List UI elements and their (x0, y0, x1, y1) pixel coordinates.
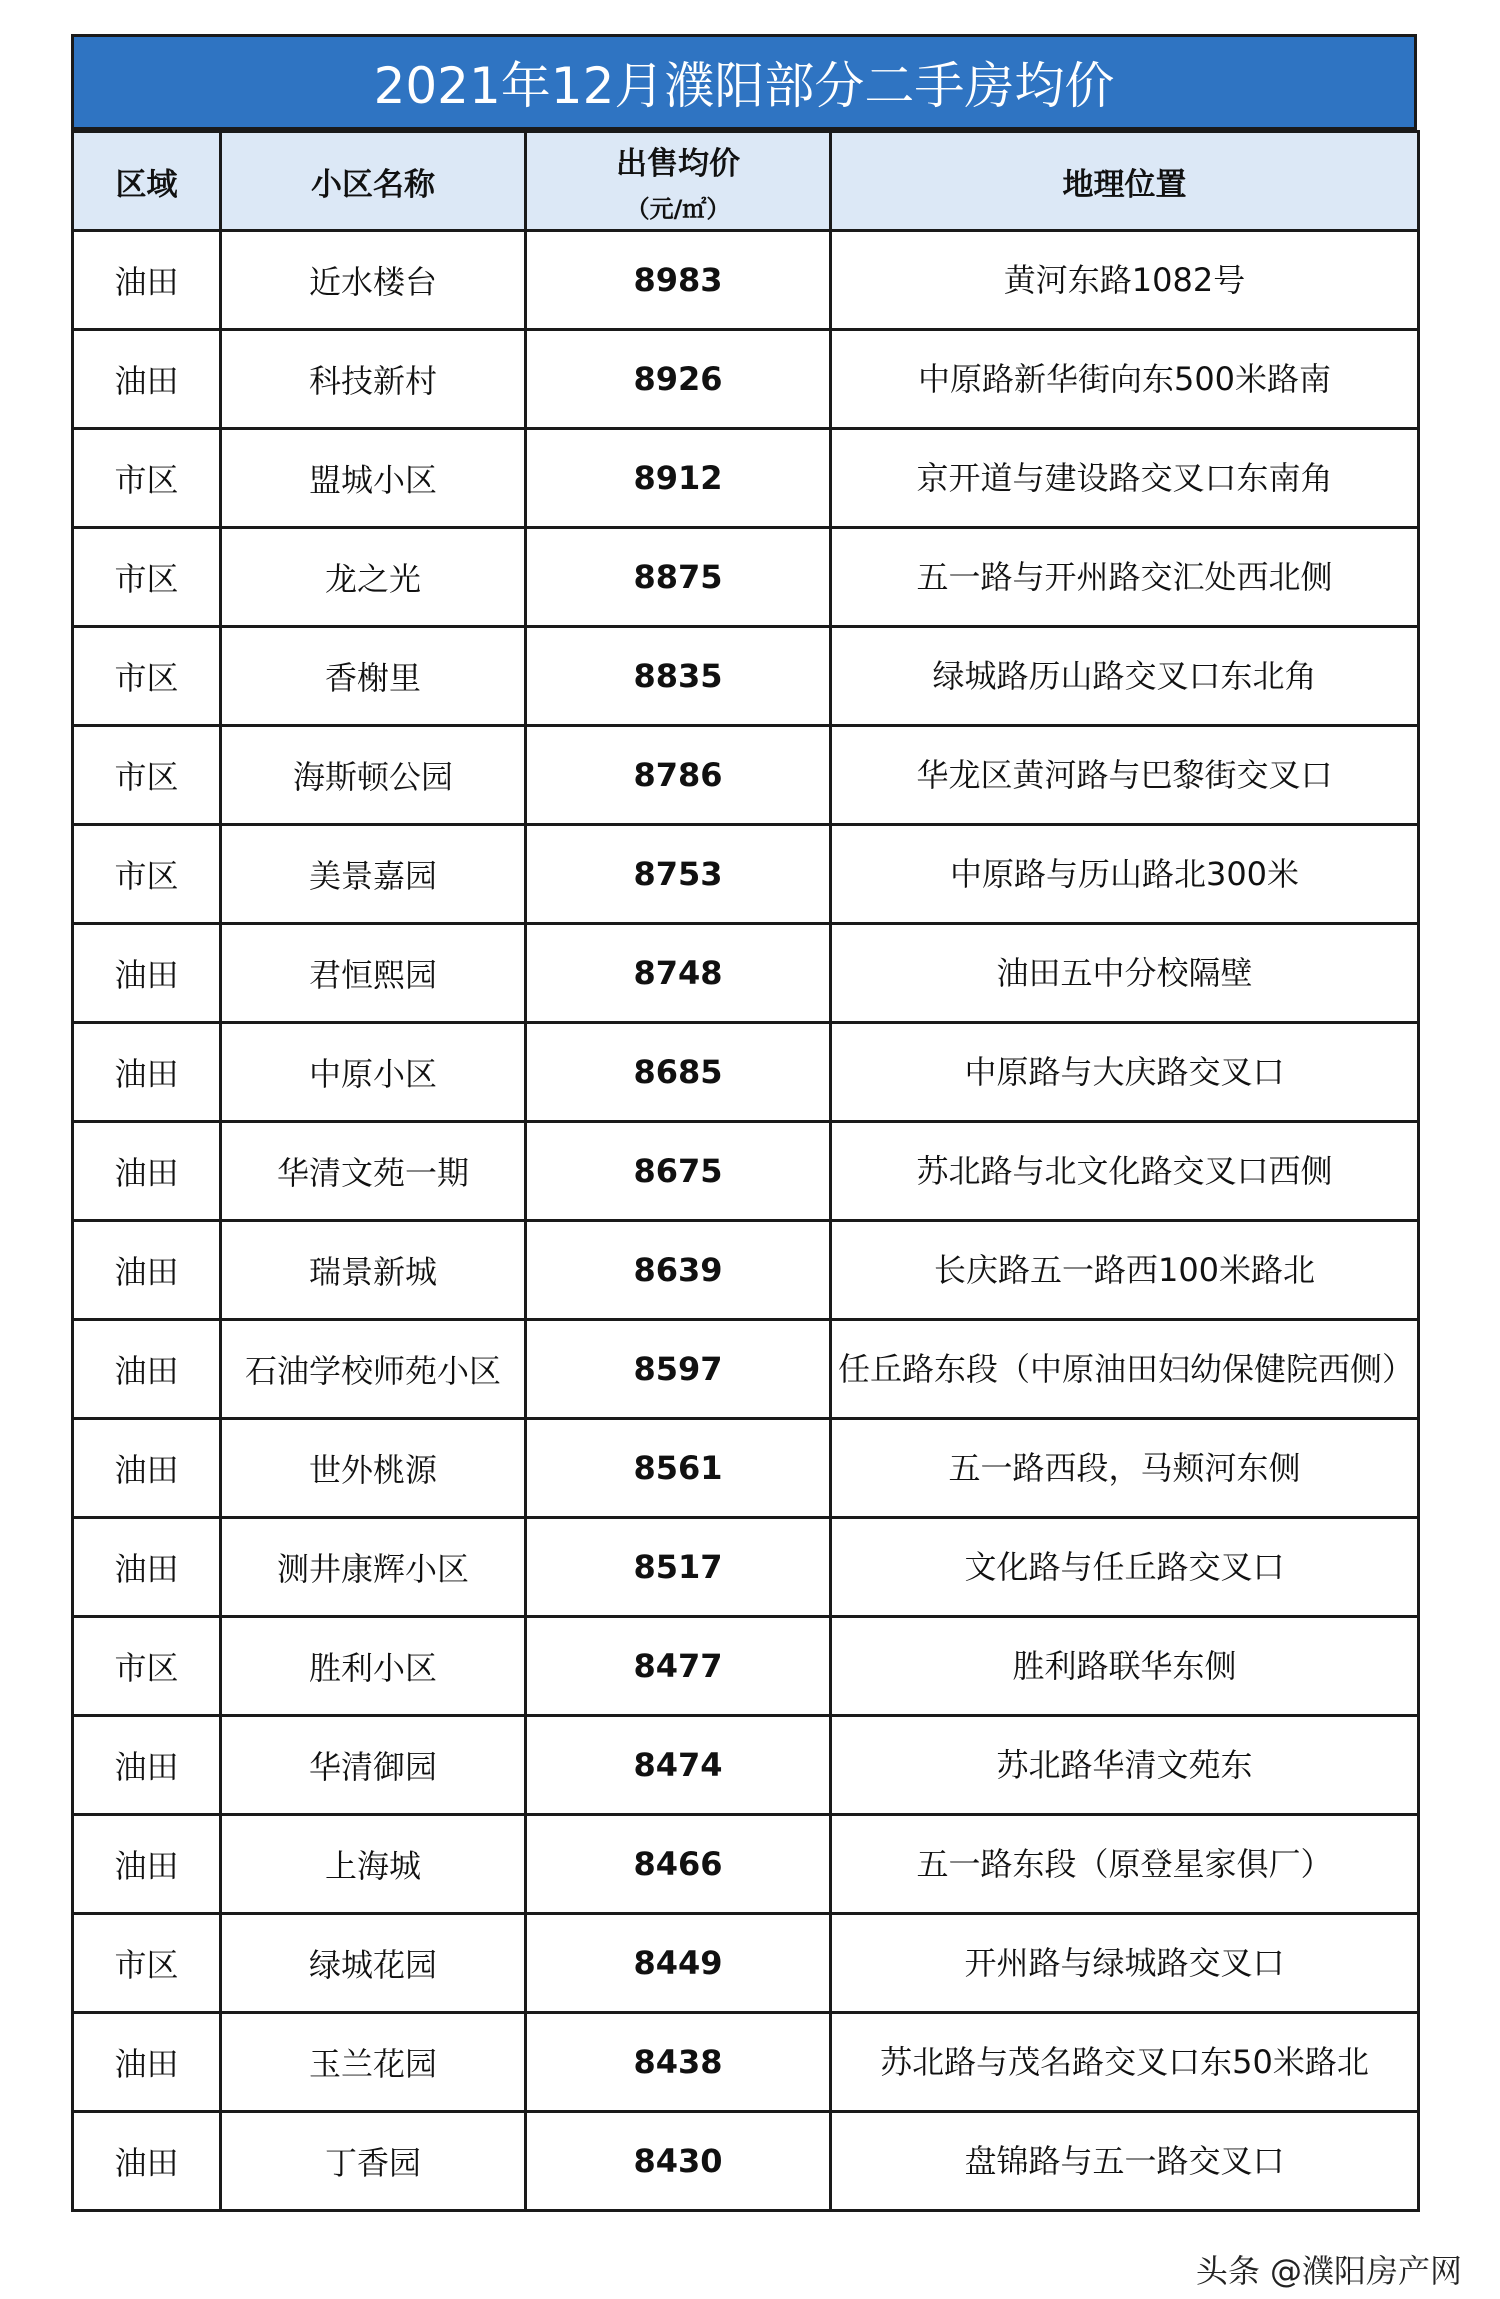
cell-name: 龙之光 (221, 528, 526, 627)
header-location: 地理位置 (831, 132, 1419, 231)
table-row (73, 924, 1419, 1023)
cell-location: 绿城路历山路交叉口东北角 (831, 627, 1419, 726)
cell-region: 油田 (73, 1122, 221, 1221)
cell-region: 市区 (73, 429, 221, 528)
header-price (526, 132, 831, 231)
cell-name: 华清文苑一期 (221, 1122, 526, 1221)
table-row (73, 1914, 1419, 2013)
table-row (73, 1716, 1419, 1815)
cell-region: 油田 (73, 2013, 221, 2112)
table-row (73, 627, 1419, 726)
table-row (73, 2013, 1419, 2112)
price-table (71, 130, 1420, 2212)
cell-price: 8983 (526, 231, 831, 330)
cell-price: 8675 (526, 1122, 831, 1221)
cell-name: 绿城花园 (221, 1914, 526, 2013)
cell-price: 8835 (526, 627, 831, 726)
cell-price: 8430 (526, 2112, 831, 2211)
cell-location: 苏北路与北文化路交叉口西侧 (831, 1122, 1419, 1221)
cell-region: 市区 (73, 825, 221, 924)
cell-price: 8466 (526, 1815, 831, 1914)
cell-location: 任丘路东段（中原油田妇幼保健院西侧） (831, 1320, 1419, 1419)
cell-location: 京开道与建设路交叉口东南角 (831, 429, 1419, 528)
cell-name: 君恒熙园 (221, 924, 526, 1023)
cell-region: 油田 (73, 1419, 221, 1518)
table-row (73, 1419, 1419, 1518)
cell-location: 长庆路五一路西100米路北 (831, 1221, 1419, 1320)
cell-price: 8786 (526, 726, 831, 825)
header-region: 区域 (73, 132, 221, 231)
cell-name: 华清御园 (221, 1716, 526, 1815)
cell-location: 五一路东段（原登星家俱厂） (831, 1815, 1419, 1914)
cell-location: 胜利路联华东侧 (831, 1617, 1419, 1716)
cell-name: 美景嘉园 (221, 825, 526, 924)
table-row (73, 1221, 1419, 1320)
cell-price: 8449 (526, 1914, 831, 2013)
cell-price: 8597 (526, 1320, 831, 1419)
table-row (73, 726, 1419, 825)
cell-location: 中原路与历山路北300米 (831, 825, 1419, 924)
cell-price: 8912 (526, 429, 831, 528)
cell-region: 市区 (73, 726, 221, 825)
header-price-label: 出售均价 (616, 146, 740, 182)
cell-name: 盟城小区 (221, 429, 526, 528)
cell-name: 丁香园 (221, 2112, 526, 2211)
cell-name: 科技新村 (221, 330, 526, 429)
table-row (73, 1518, 1419, 1617)
table-row (73, 528, 1419, 627)
cell-name: 上海城 (221, 1815, 526, 1914)
cell-region: 油田 (73, 1815, 221, 1914)
cell-price: 8561 (526, 1419, 831, 1518)
cell-price: 8875 (526, 528, 831, 627)
cell-name: 石油学校师苑小区 (221, 1320, 526, 1419)
table-row (73, 1815, 1419, 1914)
table-row (73, 330, 1419, 429)
cell-name: 瑞景新城 (221, 1221, 526, 1320)
cell-price: 8748 (526, 924, 831, 1023)
cell-region: 油田 (73, 1518, 221, 1617)
cell-region: 油田 (73, 1320, 221, 1419)
price-sheet (71, 34, 1417, 2212)
cell-region: 油田 (73, 1023, 221, 1122)
header-name: 小区名称 (221, 132, 526, 231)
table-title: 2021年12月濮阳部分二手房均价 (71, 34, 1417, 130)
table-row (73, 825, 1419, 924)
cell-location: 华龙区黄河路与巴黎街交叉口 (831, 726, 1419, 825)
cell-location: 油田五中分校隔壁 (831, 924, 1419, 1023)
cell-location: 中原路新华街向东500米路南 (831, 330, 1419, 429)
watermark-text: 头条 @濮阳房产网 (1195, 2252, 1462, 2290)
cell-location: 苏北路华清文苑东 (831, 1716, 1419, 1815)
cell-location: 开州路与绿城路交叉口 (831, 1914, 1419, 2013)
table-row (73, 231, 1419, 330)
cell-region: 油田 (73, 330, 221, 429)
cell-price: 8926 (526, 330, 831, 429)
cell-location: 文化路与任丘路交叉口 (831, 1518, 1419, 1617)
cell-location: 苏北路与茂名路交叉口东50米路北 (831, 2013, 1419, 2112)
cell-name: 胜利小区 (221, 1617, 526, 1716)
cell-region: 油田 (73, 1221, 221, 1320)
cell-price: 8517 (526, 1518, 831, 1617)
table-body (73, 231, 1419, 2211)
cell-region: 油田 (73, 2112, 221, 2211)
cell-name: 海斯顿公园 (221, 726, 526, 825)
table-row (73, 1023, 1419, 1122)
cell-name: 测井康辉小区 (221, 1518, 526, 1617)
cell-region: 市区 (73, 1914, 221, 2013)
cell-location: 五一路与开州路交汇处西北侧 (831, 528, 1419, 627)
table-row (73, 1617, 1419, 1716)
table-row (73, 1320, 1419, 1419)
cell-price: 8685 (526, 1023, 831, 1122)
cell-location: 黄河东路1082号 (831, 231, 1419, 330)
table-header (73, 132, 1419, 231)
header-price-unit: （元/㎡） (625, 195, 731, 223)
cell-region: 油田 (73, 924, 221, 1023)
cell-region: 市区 (73, 627, 221, 726)
cell-name: 香榭里 (221, 627, 526, 726)
cell-region: 市区 (73, 1617, 221, 1716)
cell-name: 中原小区 (221, 1023, 526, 1122)
cell-location: 五一路西段，马颊河东侧 (831, 1419, 1419, 1518)
cell-price: 8639 (526, 1221, 831, 1320)
cell-name: 世外桃源 (221, 1419, 526, 1518)
cell-price: 8753 (526, 825, 831, 924)
cell-name: 玉兰花园 (221, 2013, 526, 2112)
cell-region: 市区 (73, 528, 221, 627)
cell-price: 8474 (526, 1716, 831, 1815)
header-row (73, 132, 1419, 231)
cell-location: 中原路与大庆路交叉口 (831, 1023, 1419, 1122)
table-row (73, 429, 1419, 528)
table-row (73, 2112, 1419, 2211)
table-row (73, 1122, 1419, 1221)
cell-price: 8477 (526, 1617, 831, 1716)
cell-region: 油田 (73, 1716, 221, 1815)
cell-region: 油田 (73, 231, 221, 330)
cell-price: 8438 (526, 2013, 831, 2112)
cell-location: 盘锦路与五一路交叉口 (831, 2112, 1419, 2211)
cell-name: 近水楼台 (221, 231, 526, 330)
